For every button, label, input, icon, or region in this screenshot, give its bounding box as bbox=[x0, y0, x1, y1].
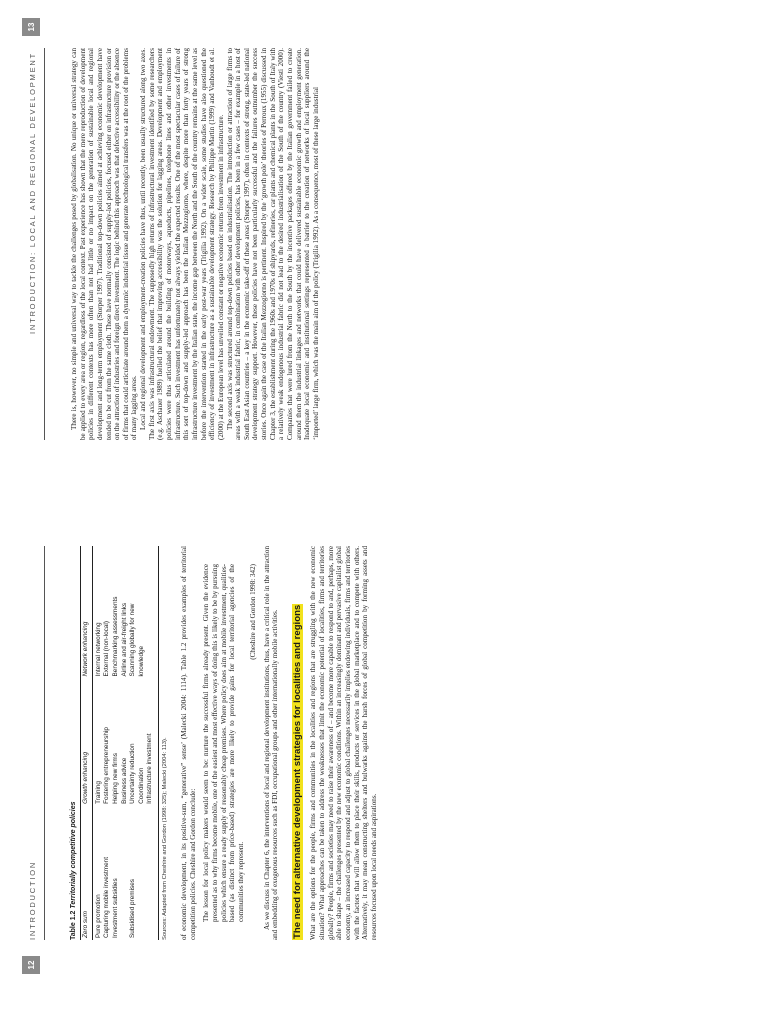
left-running-head: INTRODUCTION bbox=[28, 860, 37, 940]
table-row bbox=[92, 546, 103, 940]
section-heading-highlight: The need for alternative development strategies for localities and regions bbox=[291, 604, 303, 939]
body-paragraph: What are the options for the people, firms and communities in the localities and regions that are struggling with the new economic situation? What approaches can be taken to address the weaknesses that limit the economic potential of localities, firms and territories globally? People, firms and societies may need to raise their awareness of – and become more capable to respond to and, perhaps, more able to shape – the challenges presented by the new economic conditions. Within an increasingly dominant and pervasive capitalist global economy, an increased capacity to respond and adjust to global challenges necessarily implies endowing individuals, firms and territories with the factors that will allow them to place their skills, products or services in the global marketplace and to compete with others. Alternatively, it may mean constructing shelters and bulwarks against the harsh forces of global competition by forming assets and resources focused upon local needs and aspirations. bbox=[309, 546, 378, 940]
table-cell: Benchmarking assessments bbox=[111, 596, 119, 677]
table-header-growth-enhancing: Growth enhancing bbox=[81, 678, 93, 805]
table-cell: Infrastructure investment bbox=[146, 678, 158, 805]
table-row bbox=[103, 546, 112, 940]
right-page-number: 13 bbox=[22, 18, 40, 36]
table-row bbox=[112, 546, 121, 940]
table-cell: knowledge bbox=[137, 645, 145, 677]
table-cell: Training bbox=[94, 781, 102, 804]
table-cell: Coordination bbox=[137, 767, 145, 804]
body-paragraph: of economic development, in its positive-sum, “generative” sense’ (Malecki 2004: 1114). Table 1.2 provides examples of territorial competition policies. Cheshire and Gordon conclude: bbox=[180, 546, 197, 940]
table-source-note: Sources: Adapted from Cheshire and Gordon (1998: 325); Malecki (2004: 113). bbox=[162, 737, 169, 940]
table-cell: Business advice bbox=[120, 757, 128, 804]
table-cell: Uncertainty reduction bbox=[129, 743, 137, 804]
table-cell: Scanning globally for new bbox=[129, 603, 137, 677]
section-heading bbox=[292, 546, 304, 940]
table-cell bbox=[146, 546, 158, 678]
left-header-rule bbox=[44, 546, 45, 940]
table-cell: Airline and air-freight links bbox=[120, 602, 128, 677]
table-title-text: Territorially competitive policies bbox=[70, 801, 77, 909]
table-cell: Internal networking bbox=[94, 622, 102, 677]
table-row bbox=[129, 546, 138, 940]
table-cell: Fostering entrepreneurship bbox=[103, 727, 111, 804]
table-row bbox=[138, 546, 147, 940]
table-cell: External (non-local) bbox=[103, 621, 111, 677]
table-cell bbox=[146, 806, 158, 940]
body-paragraph: There is, however, no simple and universal way to tackle the challenges posed by globalisation. No unique or universal strategy can be applied to every area or region, regardless of the local context. Past experience has shown that the mere reproduction of development policies in different contexts has more often than not had little or no impact on the generation of sustainable local and regional development and long-term employment (Storper 1997). Traditional top-down policies aimed at achieving economic development have tended to be cut from the same cloth. These have normally consisted of supply-led policies, focused either on infrastructure provision or on the attraction of industries and foreign direct investment. The logic behind this approach was that defective accessibility or the absence of firms that could articulate around them a dynamic industrial tissue and generate technological transfers was at the root of the problems of many lagging areas. bbox=[70, 48, 139, 440]
table-cell: Subsidised premises bbox=[129, 879, 137, 938]
table-cell bbox=[121, 806, 130, 940]
block-quote: The lesson for local policy makers would seem to be: nurture the successful firms already present. Given the evidence presented as to why firms become mobile, one of the easiest and most effective ways of doing this is likely to be by pursuing policies which ensure a ready supply of reasonably cheap premises. Where policy does aim at mobile investment, qualities-based (as distinct from price-based) strategies are more likely to provide gains for local territorial agencies of the communities they represent. bbox=[202, 564, 245, 922]
table-row bbox=[121, 546, 130, 940]
policies-table bbox=[80, 546, 159, 940]
table-label: Table 1.2 bbox=[70, 910, 77, 940]
table-cell bbox=[138, 806, 147, 940]
right-running-head: INTRODUCTION: LOCAL AND REGIONAL DEVELOPMENT bbox=[28, 52, 37, 335]
table-cell: Pure promotion bbox=[94, 894, 102, 938]
left-page-number: 12 bbox=[22, 956, 40, 974]
table-cell: Helping new firms bbox=[111, 753, 119, 804]
body-paragraph: Local and regional development and employment-creation policies have thus, until recently, been usually structured along two axes. The first axis was infrastructural endowment. The supposedly high returns of infrastructural investment identified by some researchers (e.g. Aschauer 1989) fuelled the belief that improving accessibility was the solution for lagging areas. Development and employment policies were thus articulated around the building of motorways, aqueducts, pipelines, telephone lines and other investments in infrastructure. Such investment has unfortunately not always yielded the expected results. One of the most spectacular cases of failure of this sort of top-down and supply-led approach has been the Italian Mezzogiorno, where, despite more than forty years of strong infrastructure investment by the Italian state, the income gap between the North and the South of the country remains at the same level as before the intervention started in the early post-war years (Trigilia 1992). On a wider scale, some studies have also questioned the efficiency of investment in infrastructure as a sustainable development strategy. Research by Philippe Martin (1999) and Vanhoudt et al. (2000) at the European level has unveiled constant or negative economic returns from investment in infrastructure. bbox=[139, 48, 225, 440]
table-title bbox=[70, 546, 77, 940]
left-page bbox=[0, 512, 768, 1024]
table-row bbox=[146, 546, 158, 940]
right-header-rule bbox=[44, 48, 45, 440]
table-header-row bbox=[81, 546, 93, 940]
table-header-zero-sum: Zero sum bbox=[81, 806, 93, 940]
table-header-network-enhancing: Network enhancing bbox=[81, 546, 93, 678]
table-cell: Capturing mobile investment bbox=[103, 857, 111, 938]
quote-citation: (Cheshire and Gordon 1998: 342) bbox=[248, 564, 257, 660]
body-paragraph: The second axis was structured around top-down policies based on industrialisation. The introduction or attraction of large firms to areas with a weak industrial fabric, in combination with other development policies, has been in a few cases – for example in a host of South East Asian countries – a key in the economic take-off of these areas (Storper 1997), often in contexts of strong, state-led national development strategy support. However, these policies have not been particularly successful and the failures outnumber the success stories. Once again the case of the Italian Mezzogiorno is pertinent. Inspired by the ‘growth pole’ theories of Perroux (1955) discussed in Chapter 3, the establishment during the 1960s and 1970s of shipyards, refineries, car plants and chemical plants in the South of Italy with a relatively weak endogenous industrial fabric did not lead to the desired industrialisation of the South of the country (Viesti 2000). Companies that were lured from the North to the South by the incentive packages offered by the Italian government failed to create around them the industrial linkages and networks that could have delivered sustainable economic growth and employment generation. Inadequate local economic and institutional settings represented a barrier to the creation of networks of local suppliers around the ‘imported’ large firm, which was the main aim of the policy (Trigilia 1992). As a consequence, most of these large industrial bbox=[225, 48, 320, 440]
body-paragraph: As we discuss in Chapter 6, the interventions of local and regional development institutions, thus, have a critical role in the attraction and embedding of exogenous resources such as FDI, occupational groups and other internationally mobile activities. bbox=[262, 546, 280, 940]
table-cell: Investment subsidies bbox=[111, 878, 119, 938]
